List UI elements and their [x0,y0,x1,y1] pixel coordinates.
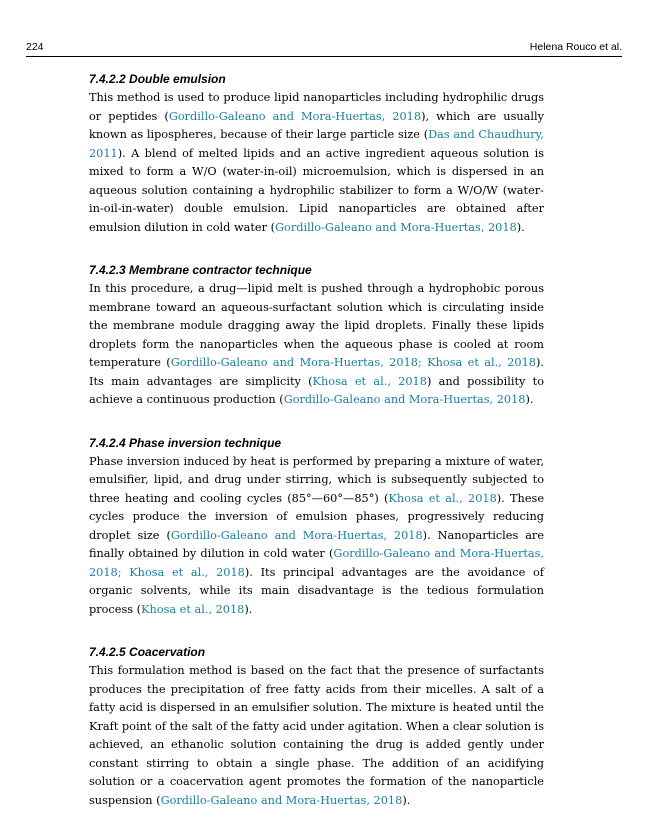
paragraph-text: ). [525,393,534,406]
citation-link[interactable]: Khosa et al., 2018 [312,374,427,388]
page-number: 224 [26,41,44,53]
section-paragraph [89,89,544,237]
section-heading: 7.4.2.4 Phase inversion technique [89,435,282,450]
citation-link[interactable]: Gordillo-Galeano and Mora-Huertas, 2018 [275,220,517,234]
section-heading: 7.4.2.3 Membrane contractor technique [89,263,312,277]
section-coacervation [89,645,544,810]
paragraph-text: ) and possibility to achieve a continuous production ( [89,374,544,406]
section-paragraph [89,280,544,410]
section-heading: 7.4.2.2 Double emulsion [89,72,226,86]
paragraph-text: This formulation method is based on the fact that the presence of surfactants produces the precipitation of free fatty acids from their micelles. A salt of a fatty acid is dispersed in an emulsifier solution. The mixture is heated until the Kraft point of the salt of the fatty acid under agitation. When a clear solution is achieved, an ethanolic solution containing the drug is added gently under constant stirring to obtain a single phase. The addition of an acidifying solution or a coacervation agent promotes the formation of the nanoparticle suspension ( [89,664,544,807]
citation-link[interactable]: Gordillo-Galeano and Mora-Huertas, 2018; Khosa et al., 2018 [89,547,545,579]
citation-link[interactable]: Khosa et al., 2018 [141,602,245,616]
paragraph-text: ). [402,793,411,807]
citation-link[interactable]: Das and Chaudhury, 2011 [89,128,544,160]
section-paragraph [89,662,544,810]
citation-link[interactable]: Gordillo-Galeano and Mora-Huertas, 2018; Khosa et al., 2018 [170,356,536,369]
page-header [26,40,622,57]
citation-link[interactable]: Gordillo-Galeano and Mora-Huertas, 2018 [168,109,422,123]
citation-link[interactable]: Gordillo-Galeano and Mora-Huertas, 2018 [170,528,423,542]
paragraph-text: ). Its main advantages are simplicity ( [89,356,544,388]
citation-link[interactable]: Khosa et al., 2018 [388,491,497,505]
paragraph-text: In this procedure, a drug—lipid melt is pushed through a hydrophobic porous membrane toward an aqueous-surfactant solution which is circulating inside the membrane module dragging away the lipid droplets. Finally these lipids droplets form the nanoparticles when the aqueous phase is cooled at room temperature ( [89,282,544,369]
paragraph-text: ). [516,220,525,234]
citation-link[interactable]: Gordillo-Galeano and Mora-Huertas, 2018 [283,393,526,406]
paragraph-text: ). Its principal advantages are the avoidance of organic solvents, while its main disadvantage is the tedious formulation process ( [89,565,544,616]
section-double-emulsion [89,72,544,237]
paragraph-text: ), which are usually known as lipospheres, because of their large particle size ( [89,109,545,141]
main-content [89,72,544,836]
paragraph-text: ). Nanoparticles are finally obtained by dilution in cold water ( [89,528,545,560]
paragraph-text: ). A blend of melted lipids and an active ingredient aqueous solution is mixed to form a W/O (water-in-oil) microemulsion, which is dispersed in an aqueous solution containing a hydrophilic stabilizer to form a W/O/W (water-in-oil-in-water) double emulsion. Lipid nanoparticles are obtained after emulsion dilution in cold water ( [89,146,544,234]
section-heading: 7.4.2.5 Coacervation [89,645,206,659]
paragraph-text: ). These cycles produce the inversion of emulsion phases, progressively reducing droplet size ( [89,491,545,542]
section-membrane-contractor [89,263,544,410]
citation-link[interactable]: Gordillo-Galeano and Mora-Huertas, 2018 [160,793,403,807]
paragraph-text: ). [244,602,253,616]
section-phase-inversion [89,436,544,620]
paragraph-text: Phase inversion induced by heat is performed by preparing a mixture of water, emulsifier, lipid, and drug under stirring, which is subsequently subjected to three heating and cooling cycles (85°—60°—85°) ( [89,454,544,505]
running-title: Helena Rouco et al. [529,41,622,53]
paragraph-text: This method is used to produce lipid nanoparticles including hydrophilic drugs or peptides ( [89,91,544,123]
section-paragraph [89,453,544,620]
